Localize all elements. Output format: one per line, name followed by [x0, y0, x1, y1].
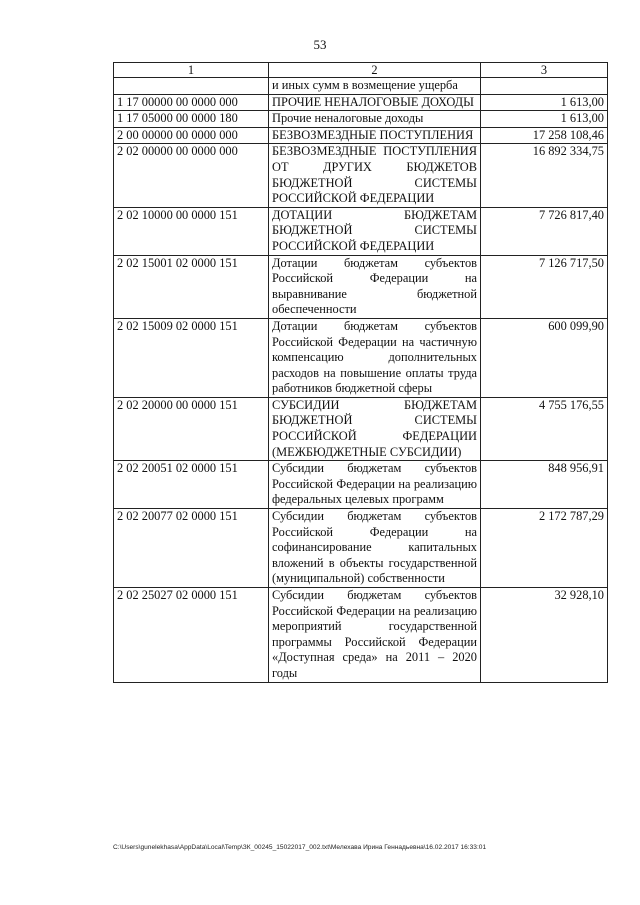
- table-row: [114, 144, 608, 207]
- table-header-row: [114, 63, 608, 78]
- row-name: СУБСИДИИ БЮДЖЕТАМ БЮДЖЕТНОЙ СИСТЕМЫ РОССИЙСКОЙ ФЕДЕРАЦИИ (МЕЖБЮДЖЕТНЫЕ СУБСИДИИ): [269, 397, 481, 460]
- row-amount: 17 258 108,46: [481, 127, 608, 144]
- row-name: и иных сумм в возмещение ущерба: [269, 78, 481, 95]
- row-amount: [481, 78, 608, 95]
- row-amount: 2 172 787,29: [481, 509, 608, 588]
- column-header-code: 1: [114, 63, 269, 78]
- row-amount: 600 099,90: [481, 318, 608, 397]
- row-amount: 7 126 717,50: [481, 255, 608, 318]
- column-header-amount: 3: [481, 63, 608, 78]
- row-code: 1 17 05000 00 0000 180: [114, 111, 269, 128]
- row-amount: 1 613,00: [481, 111, 608, 128]
- column-header-name: 2: [269, 63, 481, 78]
- row-name: Дотации бюджетам субъектов Российской Федерации на частичную компенсацию дополнительных расходов на повышение оплаты труда работников бюджетной сферы: [269, 318, 481, 397]
- table-row: [114, 94, 608, 111]
- row-name: ДОТАЦИИ БЮДЖЕТАМ БЮДЖЕТНОЙ СИСТЕМЫ РОССИЙСКОЙ ФЕДЕРАЦИИ: [269, 207, 481, 255]
- row-code: 2 02 20051 02 0000 151: [114, 461, 269, 509]
- row-amount: 4 755 176,55: [481, 397, 608, 460]
- row-name: Субсидии бюджетам субъектов Российской Федерации на реализацию федеральных целевых программ: [269, 461, 481, 509]
- budget-revenue-table: [113, 62, 608, 683]
- file-path-footer: C:\Users\gunelekhasa\AppData\Local\Temp\ЗК_00245_15022017_002.txt\Мелехава Ирина Геннадьевна\16.02.2017 16:33:01: [113, 844, 487, 851]
- row-amount: 32 928,10: [481, 588, 608, 683]
- table-row: [114, 207, 608, 255]
- table-row: [114, 78, 608, 95]
- row-name: ПРОЧИЕ НЕНАЛОГОВЫЕ ДОХОДЫ: [269, 94, 481, 111]
- row-amount: 1 613,00: [481, 94, 608, 111]
- table-row: [114, 461, 608, 509]
- table-row: [114, 588, 608, 683]
- row-code: 2 02 10000 00 0000 151: [114, 207, 269, 255]
- page-number: 53: [313, 37, 327, 52]
- row-name: Субсидии бюджетам субъектов Российской Федерации на реализацию мероприятий государственной программы Российской Федерации «Доступная среда» на 2011 – 2020 годы: [269, 588, 481, 683]
- row-code: 2 00 00000 00 0000 000: [114, 127, 269, 144]
- row-amount: 7 726 817,40: [481, 207, 608, 255]
- row-amount: 16 892 334,75: [481, 144, 608, 207]
- table-row: [114, 127, 608, 144]
- row-code: 2 02 20077 02 0000 151: [114, 509, 269, 588]
- row-code: 1 17 00000 00 0000 000: [114, 94, 269, 111]
- row-code: 2 02 25027 02 0000 151: [114, 588, 269, 683]
- row-name: БЕЗВОЗМЕЗДНЫЕ ПОСТУПЛЕНИЯ ОТ ДРУГИХ БЮДЖЕТОВ БЮДЖЕТНОЙ СИСТЕМЫ РОССИЙСКОЙ ФЕДЕРАЦИИ: [269, 144, 481, 207]
- row-code: [114, 78, 269, 95]
- row-code: 2 02 15009 02 0000 151: [114, 318, 269, 397]
- table-row: [114, 509, 608, 588]
- table-row: [114, 397, 608, 460]
- table-row: [114, 318, 608, 397]
- row-name: Прочие неналоговые доходы: [269, 111, 481, 128]
- row-name: Субсидии бюджетам субъектов Российской Федерации на софинансирование капитальных вложений в объекты государственной (муниципальной) собственности: [269, 509, 481, 588]
- row-code: 2 02 00000 00 0000 000: [114, 144, 269, 207]
- table-row: [114, 111, 608, 128]
- row-name: БЕЗВОЗМЕЗДНЫЕ ПОСТУПЛЕНИЯ: [269, 127, 481, 144]
- row-code: 2 02 15001 02 0000 151: [114, 255, 269, 318]
- row-code: 2 02 20000 00 0000 151: [114, 397, 269, 460]
- row-amount: 848 956,91: [481, 461, 608, 509]
- row-name: Дотации бюджетам субъектов Российской Федерации на выравнивание бюджетной обеспеченности: [269, 255, 481, 318]
- table-row: [114, 255, 608, 318]
